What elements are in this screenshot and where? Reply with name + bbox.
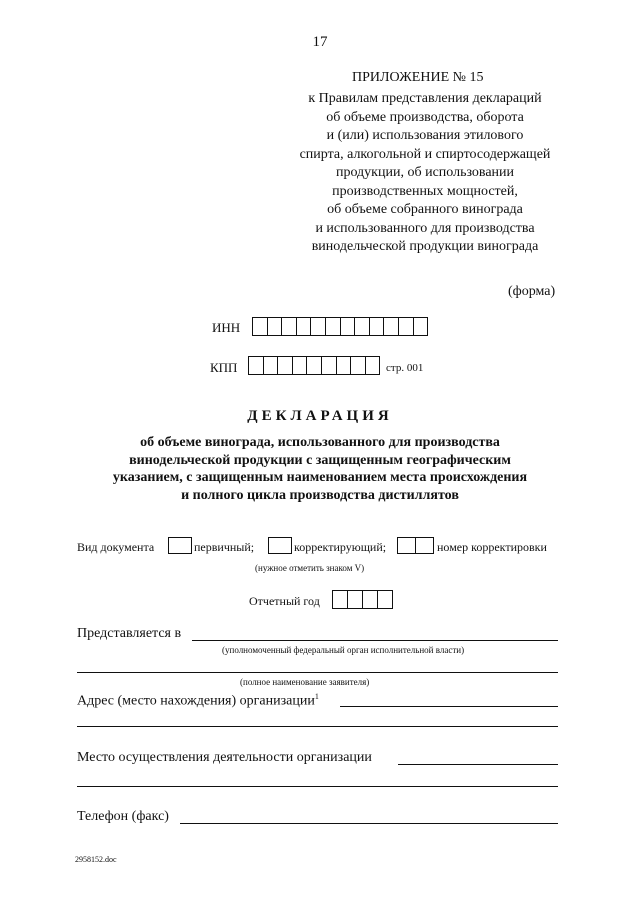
appendix-line: к Правилам представления деклараций — [308, 91, 542, 106]
appendix-line: и (или) использования этилового — [326, 128, 524, 143]
activity-place-label: Место осуществления деятельности организации — [77, 750, 372, 765]
appendix-line: спирта, алкогольной и спиртосодержащей — [299, 146, 551, 162]
report-year-cells[interactable] — [332, 590, 393, 609]
address-line-2[interactable] — [77, 726, 558, 727]
appendix-line: продукции, об использовании — [335, 165, 515, 180]
doc-filename: 2958152.doc — [75, 855, 117, 864]
address-label: Адрес (место нахождения) организации$^1$ — [77, 692, 319, 709]
appendix-line: винодельческой продукции винограда — [311, 239, 539, 254]
page-number: 17 — [312, 34, 328, 50]
activity-place-line-1[interactable] — [398, 764, 558, 765]
phone-label: Телефон (факс) — [77, 809, 169, 824]
kpp-label: КПП — [210, 360, 238, 375]
correction-number-cells[interactable] — [397, 537, 434, 554]
doc-type-label: Вид документа — [77, 540, 155, 554]
appendix-line: об объеме производства, оборота — [326, 109, 524, 125]
appendix-line: и использованного для производства — [315, 220, 535, 236]
corrective-label: корректирующий; — [294, 540, 387, 554]
report-year-label: Отчетный год — [249, 594, 320, 608]
submitted-to-label: Представляется в — [77, 626, 182, 641]
page-label: стр. 001 — [386, 362, 424, 374]
submitted-to-line[interactable] — [192, 640, 558, 641]
inn-label: ИНН — [212, 320, 241, 335]
declaration-title: ДЕКЛАРАЦИЯ — [247, 408, 393, 424]
applicant-name-hint: (полное наименование заявителя) — [240, 677, 370, 687]
footnote-mark: 1 — [314, 692, 319, 701]
kpp-cells[interactable] — [248, 356, 380, 375]
form-label: (форма) — [508, 284, 556, 299]
appendix-description — [270, 90, 580, 257]
appendix-line: производственных мощностей, — [332, 183, 518, 199]
phone-line[interactable] — [180, 823, 558, 824]
primary-label: первичный; — [194, 540, 255, 554]
inn-cells[interactable] — [252, 317, 428, 336]
correction-number-label: номер корректировки — [437, 540, 547, 554]
address-line-1[interactable] — [340, 706, 558, 707]
submitted-to-hint: (уполномоченный федеральный орган исполнительной власти) — [222, 645, 465, 655]
primary-checkbox[interactable] — [168, 537, 192, 554]
corrective-checkbox[interactable] — [268, 537, 292, 554]
declaration-subtitle — [60, 434, 580, 504]
applicant-name-line[interactable] — [77, 672, 558, 673]
doc-type-hint: (нужное отметить знаком V) — [255, 563, 365, 573]
appendix-title: ПРИЛОЖЕНИЕ № 15 — [352, 70, 484, 85]
subtitle-line: указанием, с защищенным наименованием места происхождения — [112, 470, 528, 485]
appendix-line: об объеме собранного винограда — [327, 202, 523, 217]
subtitle-line: винодельческой продукции с защищенным географическим — [129, 452, 511, 468]
activity-place-line-2[interactable] — [77, 786, 558, 787]
subtitle-line: об объеме винограда, использованного для производства — [140, 435, 500, 450]
subtitle-line: и полного цикла производства дистиллятов — [181, 487, 459, 503]
